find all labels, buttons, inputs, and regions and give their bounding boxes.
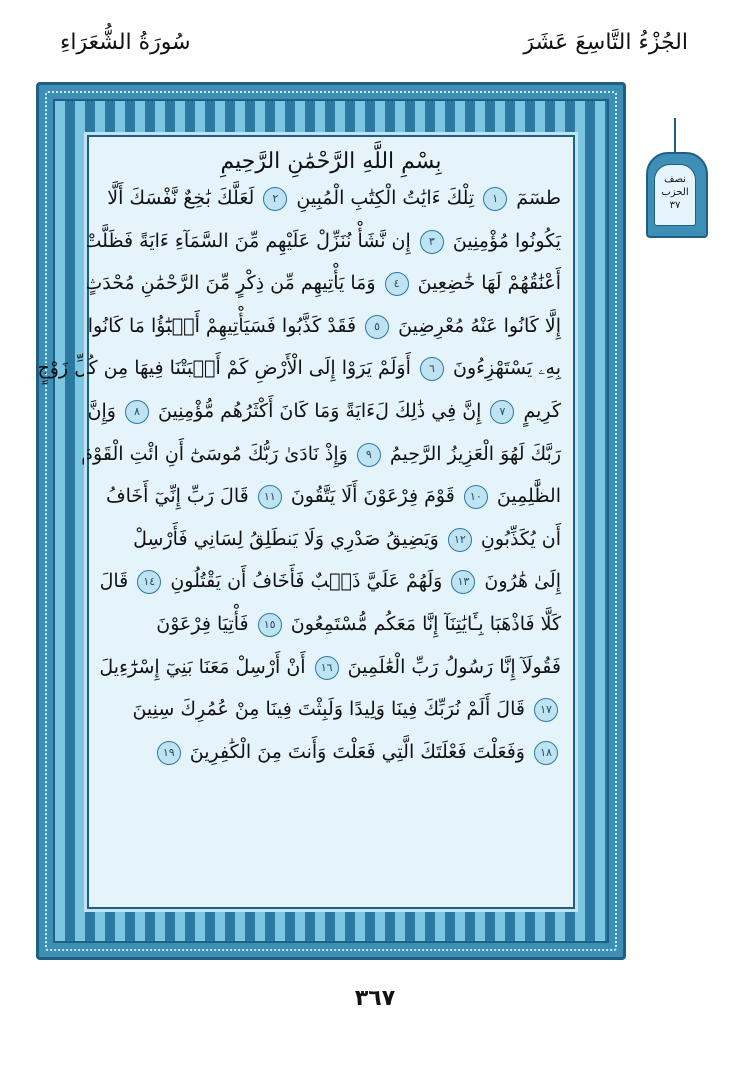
verse-text: قَالَ رَبِّ إِنِّيٓ أَخَافُ	[105, 485, 249, 508]
ornamental-frame	[36, 82, 626, 960]
verse-text: كَلَّا فَاذْهَبَا بِـَٔايَٰتِنَآ إِنَّا مَعَكُم مُّسْتَمِعُونَ	[290, 612, 561, 635]
hizb-marker	[642, 118, 708, 274]
verse-text: الظَّٰلِمِينَ	[496, 485, 561, 508]
verse-line	[101, 518, 561, 561]
verse-text: وَإِذْ نَادَىٰ رَبُّكَ مُوسَىٰٓ أَنِ ائْتِ الْقَوْمَ	[81, 442, 348, 465]
verse-text: إِن نَّشَأْ نُنَزِّلْ عَلَيْهِم مِّنَ السَّمَآءِ ءَايَةً فَظَلَّتْ	[83, 229, 411, 252]
hizb-label-mid: الحزب	[661, 187, 689, 198]
verse-text: أَن يُكَذِّبُونِ	[480, 527, 561, 550]
verse-line	[101, 475, 561, 518]
ayah-number-marker: ١٧	[534, 698, 558, 722]
ayah-number-marker: ٤	[385, 272, 409, 296]
verse-text: فَأْتِيَا فِرْعَوْنَ	[156, 612, 249, 635]
verse-line	[84, 262, 561, 305]
verse-line	[101, 603, 561, 646]
verse-text: فَقُولَآ إِنَّا رَسُولُ رَبِّ الْعَٰلَمِينَ	[347, 655, 561, 678]
verse-text: تِلْكَ ءَايَٰتُ الْكِتَٰبِ الْمُبِينِ	[296, 187, 475, 209]
verse-text: بِهِۦ يَسْتَهْزِءُونَ	[452, 357, 561, 380]
verse-text: كَرِيمٍ	[523, 399, 561, 422]
quran-text-panel	[37, 135, 575, 909]
verse-line	[101, 731, 561, 774]
ayah-number-marker: ١	[483, 187, 507, 211]
verse-text: أَنْ أَرْسِلْ مَعَنَا بَنِيٓ إِسْرَٰٓءِيلَ	[99, 655, 306, 678]
ayah-number-marker: ١٣	[451, 570, 475, 594]
verse-line	[101, 560, 561, 603]
verse-text: وَلَهُمْ عَلَيَّ ذَنۢبٌ فَأَخَافُ أَن يَقْتُلُونِ	[170, 570, 443, 593]
hizb-number: ٣٧	[669, 200, 681, 211]
ayah-number-marker: ١٦	[315, 656, 339, 680]
verse-text: وَإِنَّ	[87, 399, 116, 422]
verse-line	[81, 433, 561, 476]
hizb-badge	[646, 152, 708, 238]
verse-text: وَفَعَلْتَ فَعْلَتَكَ الَّتِي فَعَلْتَ وَأَنتَ مِنَ الْكَٰفِرِينَ	[189, 740, 525, 763]
ayah-number-marker: ١٥	[258, 613, 282, 637]
verse-text: رَبَّكَ لَهُوَ الْعَزِيزُ الرَّحِيمُ	[389, 442, 561, 465]
ayah-number-marker: ٧	[490, 400, 514, 424]
ayah-number-marker: ١٩	[157, 741, 181, 765]
verse-line	[87, 390, 561, 433]
verse-text: إِلَىٰ هَٰرُونَ	[484, 570, 561, 593]
ayah-number-marker: ٣	[420, 230, 444, 254]
hizb-stem	[674, 118, 676, 152]
verse-text: قَالَ	[99, 570, 129, 593]
ayah-number-marker: ١٠	[464, 485, 488, 509]
verse-line	[101, 688, 561, 731]
verse-line	[101, 177, 561, 220]
bismillah: بِسْمِ اللَّهِ الرَّحْمَٰنِ الرَّحِيمِ	[220, 149, 442, 174]
ayah-number-marker: ٨	[125, 400, 149, 424]
verse-text: أَعْنَٰقُهُمْ لَهَا خَٰضِعِينَ	[417, 272, 561, 295]
ayah-number-marker: ١٤	[137, 570, 161, 594]
verse-text: فَقَدْ كَذَّبُوا فَسَيَأْتِيهِمْ أَنۢبَٰٓؤُا مَا كَانُوا	[87, 314, 357, 337]
ayah-number-marker: ١١	[258, 485, 282, 509]
verse-line	[83, 220, 561, 263]
verse-lines	[37, 177, 561, 773]
verse-text: إِنَّ فِي ذَٰلِكَ لَءَايَةً وَمَا كَانَ أَكْثَرُهُم مُّؤْمِنِينَ	[158, 399, 482, 422]
ayah-number-marker: ٩	[357, 443, 381, 467]
verse-text: قَوْمَ فِرْعَوْنَ أَلَا يَتَّقُونَ	[290, 485, 455, 508]
verse-text: لَعَلَّكَ بَٰخِعٌ نَّفْسَكَ أَلَّا	[107, 187, 255, 209]
page-number: ٣٦٧	[354, 986, 396, 1011]
hizb-label-top: نصف	[664, 174, 686, 185]
hizb-label	[654, 164, 696, 226]
verse-line	[87, 305, 561, 348]
juz-title: الجُزْءُ التَّاسِعَ عَشَرَ	[523, 30, 688, 55]
verse-text: أَوَلَمْ يَرَوْا إِلَى الْأَرْضِ كَمْ أَنۢبَتْنَا فِيهَا مِن كُلِّ زَوْجٍ	[37, 357, 411, 380]
surah-title: سُورَةُ الشُّعَرَاءِ	[60, 30, 191, 55]
ayah-number-marker: ٢	[263, 187, 287, 211]
verse-text: وَيَضِيقُ صَدْرِي وَلَا يَنطَلِقُ لِسَانِي فَأَرْسِلْ	[133, 527, 439, 550]
verse-text: وَمَا يَأْتِيهِم مِّن ذِكْرٍ مِّنَ الرَّحْمَٰنِ مُحْدَثٍ	[84, 272, 376, 295]
verse-text: يَكُونُوا مُؤْمِنِينَ	[452, 229, 561, 252]
ayah-number-marker: ١٨	[534, 741, 558, 765]
ayah-number-marker: ٦	[420, 357, 444, 381]
verse-line	[101, 646, 561, 689]
ayah-number-marker: ١٢	[448, 528, 472, 552]
page-header	[0, 22, 750, 62]
verse-line	[37, 347, 561, 390]
verse-text: قَالَ أَلَمْ نُرَبِّكَ فِينَا وَلِيدًا وَلَبِثْتَ فِينَا مِنْ عُمُرِكَ سِنِينَ	[132, 698, 525, 721]
ayah-number-marker: ٥	[365, 315, 389, 339]
verse-text: طسٓمٓ	[516, 187, 561, 209]
verse-text: إِلَّا كَانُوا عَنْهُ مُعْرِضِينَ	[398, 314, 561, 337]
